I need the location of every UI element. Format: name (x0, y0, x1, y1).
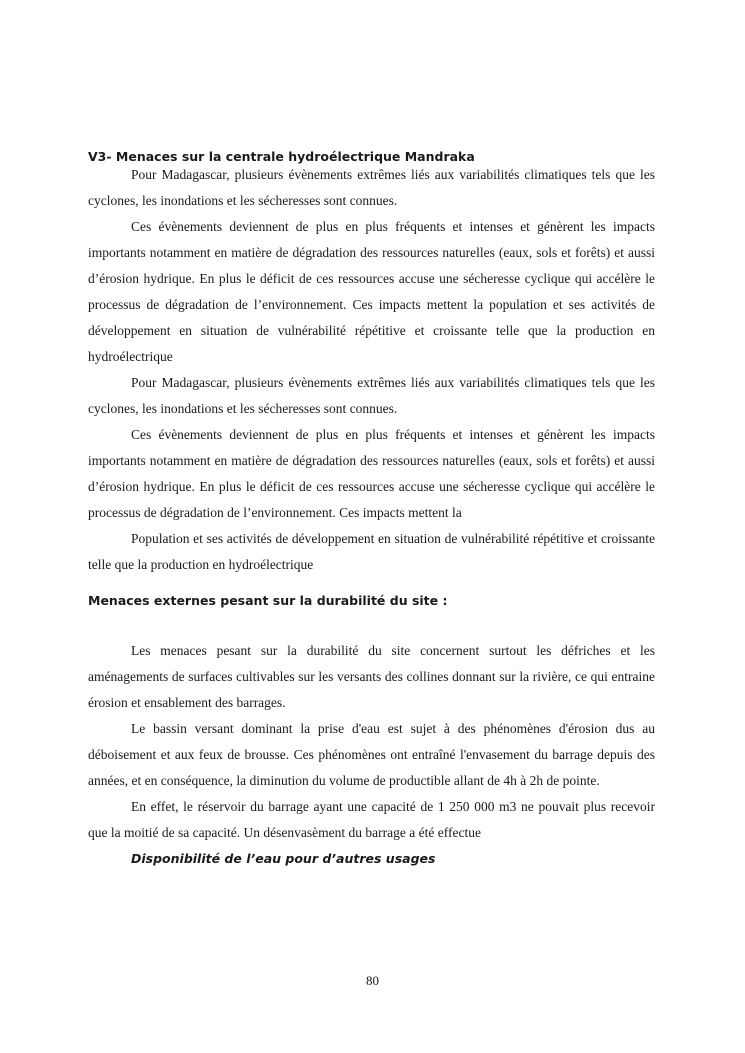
section-title: V3- Menaces sur la centrale hydroélectrique Mandraka (88, 149, 475, 164)
paragraph: Ces évènements deviennent de plus en plus fréquents et intenses et génèrent les impacts importants notamment en matière de dégradation des ressources naturelles (eaux, sols et forêts) et aussi d’érosion hydrique. En plus le déficit de ces ressources accuse une sécheresse cyclique qui accélère le processus de dégradation de l’environnement. Ces impacts mettent la population et ses activités de développement en situation de vulnérabilité répétitive et croissante telle que la production en hydroélectrique (88, 219, 655, 364)
paragraph: Pour Madagascar, plusieurs évènements extrêmes liés aux variabilités climatiques tels que les cyclones, les inondations et les sécheresses sont connues. (88, 375, 655, 416)
paragraph: En effet, le réservoir du barrage ayant une capacité de 1 250 000 m3 ne pouvait plus recevoir que la moitié de sa capacité. Un désenvasèment du barrage a été effectue (88, 799, 655, 840)
paragraph: Ces évènements deviennent de plus en plus fréquents et intenses et génèrent les impacts importants notamment en matière de dégradation des ressources naturelles (eaux, sols et forêts) et aussi d’érosion hydrique. En plus le déficit de ces ressources accuse une sécheresse cyclique qui accélère le processus de dégradation de l’environnement. Ces impacts mettent la (88, 427, 655, 520)
paragraph: Pour Madagascar, plusieurs évènements extrêmes liés aux variabilités climatiques tels que les cyclones, les inondations et les sécheresses sont connues. (88, 167, 655, 208)
subsection-heading-block (88, 592, 655, 610)
paragraph: Le bassin versant dominant la prise d'eau est sujet à des phénomènes d'érosion dus au déboisement et aux feux de brousse. Ces phénomènes ont entraîné l'envasement du barrage depuis des années, et en conséquence, la diminution du volume de productible allant de 4h à 2h de pointe. (88, 721, 655, 788)
paragraph: Les menaces pesant sur la durabilité du site concernent surtout les défriches et les aménagements de surfaces cultivables sur les versants des collines donnant sur la rivière, ce qui entraine érosion et ensablement des barrages. (88, 643, 655, 710)
paragraph: Population et ses activités de développement en situation de vulnérabilité répétitive et croissante telle que la production en hydroélectrique (88, 531, 655, 572)
page-number: 80 (366, 973, 379, 988)
subsection-title: Menaces externes pesant sur la durabilité du site : (88, 593, 448, 608)
italic-subheading: Disponibilité de l’eau pour d’autres usages (131, 851, 436, 866)
document-body (88, 148, 655, 872)
